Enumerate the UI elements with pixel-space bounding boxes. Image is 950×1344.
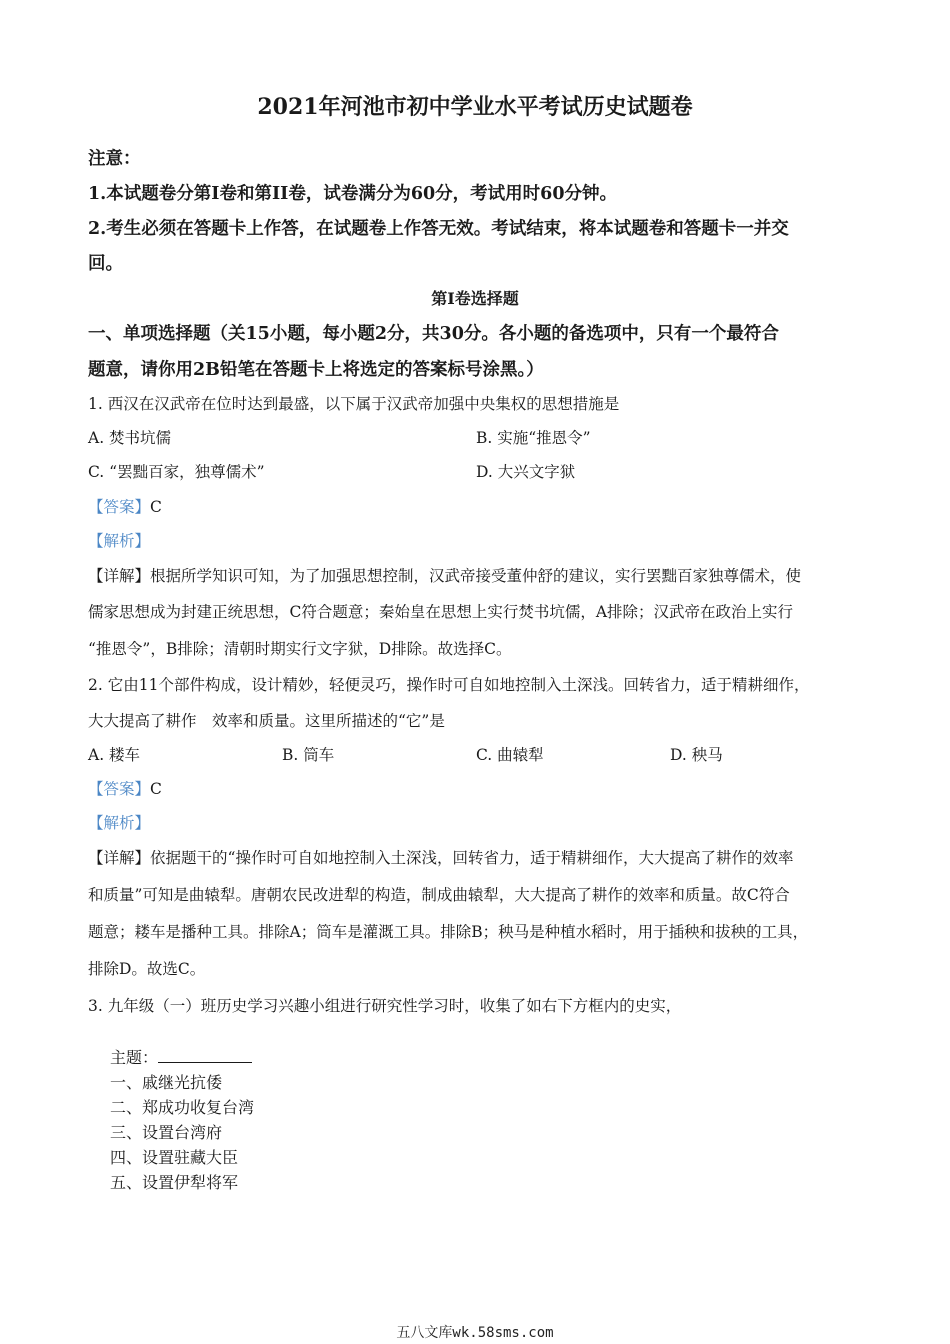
q3-box-item: 四、设置驻藏大臣 (110, 1148, 239, 1167)
q1-detail-line-1 (88, 564, 801, 586)
q1-detail-text-1: 根据所学知识可知，为了加强思想控制，汉武帝接受董仲舒的建议，实行罢黜百家独尊儒术，使 (150, 567, 802, 585)
q3-box-item: 二、郑成功收复台湾 (110, 1098, 255, 1117)
q2-answer-value: C (150, 780, 162, 798)
q2-detail-line-2: 和质量”可知是曲辕犁。唐朝农民改进犁的构造，制成曲辕犁，大大提高了耕作的效率和质量。故C符合 (88, 886, 790, 904)
q1-detail-line-3: “推恩令”，B排除；清朝时期实行文字狱，D排除。故选择C。 (88, 640, 512, 658)
q1-option-c: C. “罢黜百家，独尊儒术” (88, 463, 265, 481)
q1-option-b: B. 实施“推恩令” (476, 429, 591, 447)
q2-option-b: B. 筒车 (282, 746, 335, 764)
exam-title: 2021年河池市初中学业水平考试历史试题卷 (257, 94, 693, 120)
q2-option-a: A. 耧车 (88, 746, 141, 764)
q2-detail-line-3: 题意；耧车是播种工具。排除A；筒车是灌溉工具。排除B；秧马是种植水稻时，用于插秧和拔秧的工具， (88, 923, 809, 941)
part-one-instructions-line-2: 题意，请你用2B铅笔在答题卡上将选定的答案标号涂黑。） (88, 360, 544, 380)
detail-label: 【详解】 (88, 849, 151, 867)
q3-stem: 3. 九年级（一）班历史学习兴趣小组进行研究性学习时，收集了如右下方框内的史实， (88, 997, 682, 1015)
q3-source-box (110, 1045, 254, 1195)
q2-stem-line-1: 2. 它由11个部件构成，设计精妙，轻便灵巧，操作时可自如地控制入土深浅。回转省力，适于精耕细作， (88, 676, 810, 694)
q2-detail-line-4: 排除D。故选C。 (88, 960, 206, 978)
q1-stem: 1. 西汉在汉武帝在位时达到最盛，以下属于汉武帝加强中央集权的思想措施是 (88, 395, 620, 413)
part-one-instructions-line-1: 一、单项选择题（关15小题，每小题2分，共30分。各小题的备选项中，只有一个最符合 (88, 324, 779, 344)
q3-topic-blank (158, 1048, 252, 1063)
q3-box-topic (110, 1045, 254, 1070)
q3-box-topic-label: 主题： (110, 1048, 159, 1067)
footer-watermark: 五八文库wk.58sms.com (396, 1325, 554, 1341)
q1-option-a: A. 焚书坑儒 (88, 429, 172, 447)
answer-label: 【答案】 (88, 780, 151, 798)
q3-box-item: 五、设置伊犁将军 (110, 1173, 239, 1192)
q2-option-d: D. 秧马 (670, 746, 723, 764)
q2-answer (88, 777, 162, 799)
section-title: 第Ⅰ卷选择题 (431, 289, 519, 308)
q2-option-c: C. 曲辕犁 (476, 746, 544, 764)
q1-option-d: D. 大兴文字狱 (476, 463, 576, 481)
q2-stem-line-2: 大大提高了耕作 效率和质量。这里所描述的“它”是 (88, 712, 445, 730)
notice-heading: 注意： (88, 149, 141, 169)
q1-answer-value: C (150, 498, 162, 516)
q3-box-item: 三、设置台湾府 (110, 1123, 223, 1142)
q1-analysis-label: 【解析】 (88, 532, 151, 550)
answer-label: 【答案】 (88, 498, 151, 516)
q2-analysis-label: 【解析】 (88, 814, 151, 832)
notice-item-1: 1.本试题卷分第Ⅰ卷和第II卷，试卷满分为60分，考试用时60分钟。 (88, 184, 618, 204)
notice-item-2-line-2: 回。 (88, 254, 123, 274)
q3-box-item: 一、戚继光抗倭 (110, 1073, 223, 1092)
q1-detail-line-2: 儒家思想成为封建正统思想，C符合题意；秦始皇在思想上实行焚书坑儒，A排除；汉武帝在政治上实行 (88, 603, 794, 621)
notice-item-2-line-1: 2.考生必须在答题卡上作答，在试题卷上作答无效。考试结束，将本试题卷和答题卡一并交 (88, 219, 789, 239)
q2-detail-text-1: 依据题干的“操作时可自如地控制入土深浅，回转省力，适于精耕细作，大大提高了耕作的效率 (150, 849, 794, 867)
q1-answer (88, 495, 162, 517)
detail-label: 【详解】 (88, 567, 151, 585)
q2-detail-line-1 (88, 846, 793, 868)
